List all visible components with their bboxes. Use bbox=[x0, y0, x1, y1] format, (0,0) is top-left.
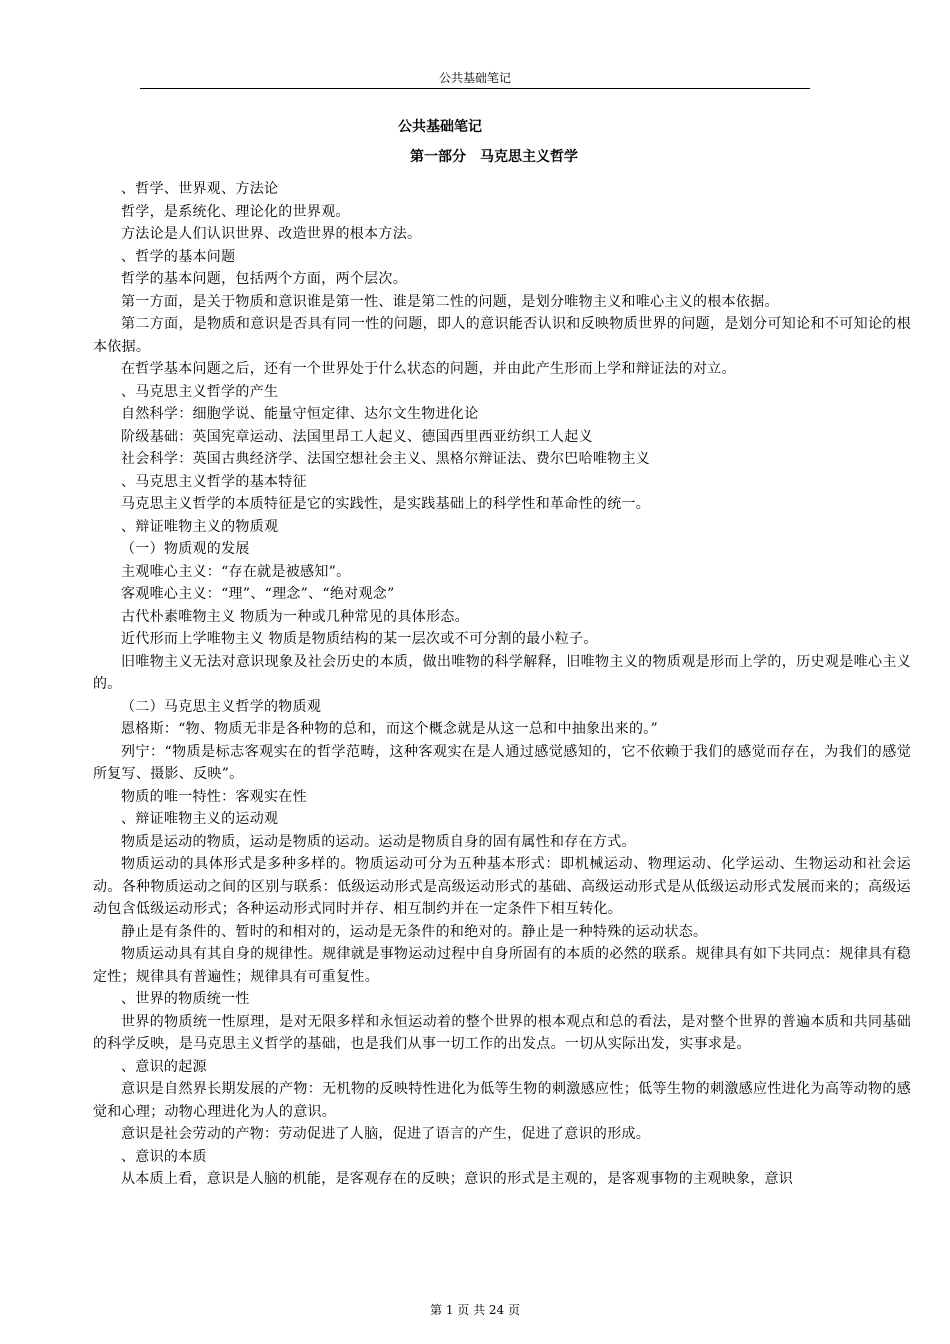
document-body bbox=[93, 178, 911, 1191]
paragraph: 主观唯心主义：“存在就是被感知”。 bbox=[121, 563, 351, 580]
paragraph: 旧唯物主义无法对意识现象及社会历史的本质，做出唯物的科学解释，旧唯物主义的物质观是形而上学的，历史观是唯心主义的。 bbox=[93, 653, 911, 692]
section-heading: 、马克思主义哲学的产生 bbox=[121, 383, 279, 400]
section-heading: 、辩证唯物主义的物质观 bbox=[121, 518, 279, 535]
page-footer: 第 1 页 共 24 页 bbox=[430, 1303, 520, 1317]
subsection-heading: （一）物质观的发展 bbox=[121, 541, 250, 557]
header-rule bbox=[140, 88, 810, 89]
paragraph: 从本质上看，意识是人脑的机能，是客观存在的反映；意识的形式是主观的，是客观事物的主观映象，意识 bbox=[121, 1171, 794, 1187]
paragraph: 哲学的基本问题，包括两个方面，两个层次。 bbox=[121, 271, 407, 287]
section-heading: 、哲学的基本问题 bbox=[121, 248, 236, 265]
paragraph: 近代形而上学唯物主义 物质是物质结构的某一层次或不可分割的最小粒子。 bbox=[121, 631, 598, 647]
paragraph: 哲学，是系统化、理论化的世界观。 bbox=[121, 203, 350, 220]
paragraph: 方法论是人们认识世界、改造世界的根本方法。 bbox=[121, 226, 422, 242]
paragraph: 自然科学：细胞学说、能量守恒定律、达尔文生物进化论 bbox=[121, 406, 479, 422]
paragraph: 物质是运动的物质，运动是物质的运动。运动是物质自身的固有属性和存在方式。 bbox=[121, 833, 636, 850]
section-heading: 、世界的物质统一性 bbox=[121, 991, 250, 1007]
part-title: 第一部分 马克思主义哲学 bbox=[410, 149, 578, 165]
paragraph: 物质的唯一特性：客观实在性 bbox=[121, 788, 307, 805]
paragraph: 意识是自然界长期发展的产物：无机物的反映特性进化为低等生物的刺激感应性；低等生物的刺激感应性进化为高等动物的感觉和心理；动物心理进化为人的意识。 bbox=[93, 1081, 911, 1120]
paragraph: 在哲学基本问题之后，还有一个世界处于什么状态的问题，并由此产生形而上学和辩证法的对立。 bbox=[121, 361, 736, 377]
section-heading: 、意识的起源 bbox=[121, 1058, 207, 1075]
section-heading: 、哲学、世界观、方法论 bbox=[121, 181, 279, 197]
paragraph: 社会科学：英国古典经济学、法国空想社会主义、黑格尔辩证法、费尔巴哈唯物主义 bbox=[121, 451, 651, 467]
paragraph: 客观唯心主义：“理”、“理念”、“绝对观念” bbox=[121, 586, 395, 602]
paragraph: 马克思主义哲学的本质特征是它的实践性，是实践基础上的科学性和革命性的统一。 bbox=[121, 496, 651, 512]
paragraph: 物质运动的具体形式是多种多样的。物质运动可分为五种基本形式：即机械运动、物理运动、化学运动、生物运动和社会运动。各种物质运动之间的区别与联系：低级运动形式是高级运动形式的基础、高级运动形式是从低级运动形式发展而来的；高级运动包含低级运动形式；各种运动形式同时并存、相互制约并在一定条件下相互转化。 bbox=[93, 856, 911, 917]
document-title: 公共基础笔记 bbox=[398, 119, 482, 135]
paragraph: 静止是有条件的、暂时的和相对的，运动是无条件的和绝对的。静止是一种特殊的运动状态。 bbox=[121, 923, 708, 940]
paragraph: 阶级基础：英国宪章运动、法国里昂工人起义、德国西里西亚纺织工人起义 bbox=[121, 428, 593, 445]
paragraph: 恩格斯：“物、物质无非是各种物的总和，而这个概念就是从这一总和中抽象出来的。” bbox=[121, 721, 659, 737]
paragraph: 物质运动具有其自身的规律性。规律就是事物运动过程中自身所固有的本质的必然的联系。规律具有如下共同点：规律具有稳定性；规律具有普遍性；规律具有可重复性。 bbox=[93, 946, 911, 985]
subsection-heading: （二）马克思主义哲学的物质观 bbox=[121, 698, 322, 715]
paragraph: 列宁：“物质是标志客观实在的哲学范畴，这种客观实在是人通过感觉感知的，它不依赖于我们的感觉而存在，为我们的感觉所复写、摄影、反映”。 bbox=[93, 743, 911, 782]
running-header: 公共基础笔记 bbox=[438, 71, 511, 85]
paragraph: 世界的物质统一性原理，是对无限多样和永恒运动着的整个世界的根本观点和总的看法，是对整个世界的普遍本质和共同基础的科学反映，是马克思主义哲学的基础，也是我们从事一切工作的出发点。一切从实际出发，实事求是。 bbox=[93, 1013, 911, 1052]
section-heading: 、意识的本质 bbox=[121, 1148, 207, 1165]
paragraph: 古代朴素唯物主义 物质为一种或几种常见的具体形态。 bbox=[121, 608, 469, 625]
paragraph: 第二方面，是物质和意识是否具有同一性的问题，即人的意识能否认识和反映物质世界的问题，是划分可知论和不可知论的根本依据。 bbox=[93, 316, 911, 355]
section-heading: 、辩证唯物主义的运动观 bbox=[121, 811, 279, 827]
paragraph: 第一方面，是关于物质和意识谁是第一性、谁是第二性的问题，是划分唯物主义和唯心主义的根本依据。 bbox=[121, 293, 779, 310]
section-heading: 、马克思主义哲学的基本特征 bbox=[121, 473, 307, 490]
paragraph: 意识是社会劳动的产物：劳动促进了人脑，促进了语言的产生，促进了意识的形成。 bbox=[121, 1126, 651, 1142]
